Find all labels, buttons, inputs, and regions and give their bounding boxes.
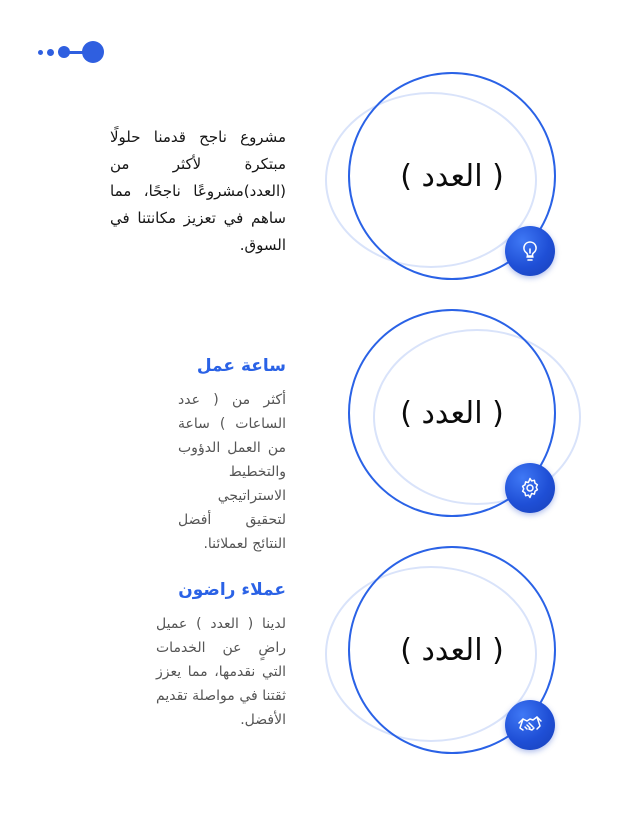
- stat-circle-1: [325, 72, 585, 282]
- stat-body-2: أكثر من ( عدد الساعات ) ساعة من العمل الدؤوب والتخطيط الاستراتيجي لتحقيق أفضل النتائج لعملائنا.: [178, 392, 286, 552]
- handshake-icon: [517, 713, 543, 737]
- stat-number-3: ( العدد ): [400, 632, 504, 668]
- handshake-badge: [505, 700, 555, 750]
- gear-icon: [518, 476, 542, 500]
- stat-circle-3: [325, 546, 585, 756]
- stat-text-1: [110, 124, 286, 259]
- stat-text-2: [178, 356, 286, 556]
- stat-heading-2: ساعة عمل: [196, 356, 286, 376]
- lightbulb-icon: [518, 239, 542, 263]
- stat-circle-2: [325, 309, 585, 519]
- stat-body-3: لدينا ( العدد ) عميل راضٍ عن الخدمات التي نقدمها، مما يعزز ثقتنا في مواصلة تقديم الأفضل.: [156, 616, 286, 728]
- stat-heading-3: عملاء راضون: [178, 580, 286, 600]
- stat-body-1: مشروع ناجح قدمنا حلولًا مبتكرة لأكثر من (العدد)مشروعًا ناجحًا، مما ساهم في تعزيز مكانتنا في السوق.: [110, 128, 286, 254]
- stat-number-1: ( العدد ): [400, 158, 504, 194]
- lightbulb-badge: [505, 226, 555, 276]
- gear-badge: [505, 463, 555, 513]
- logo-dots: [38, 40, 108, 66]
- stat-text-3: [156, 580, 286, 732]
- stat-number-2: ( العدد ): [400, 395, 504, 431]
